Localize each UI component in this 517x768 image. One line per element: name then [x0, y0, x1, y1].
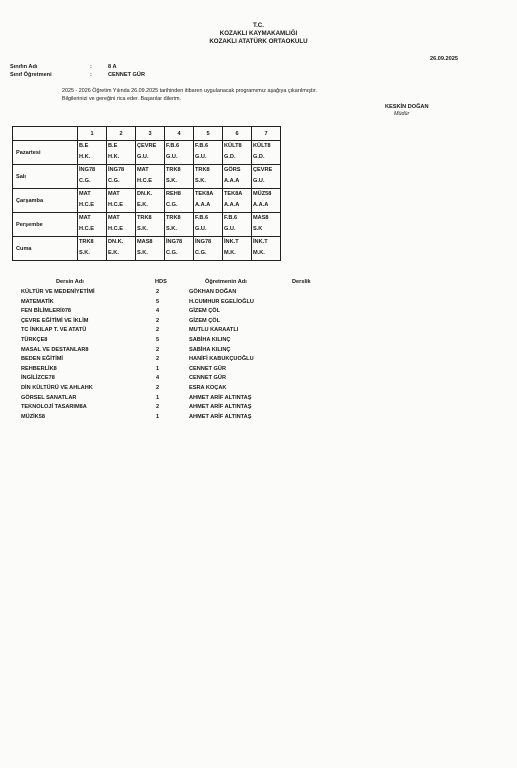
- teacher-initials: H.C.E: [79, 202, 94, 208]
- course-hds: 5: [156, 298, 160, 305]
- teacher-initials: G.D.: [253, 154, 265, 160]
- lesson-code: DN.K.: [137, 191, 153, 197]
- schedule-cell: [107, 141, 136, 165]
- class-value: 8 A: [108, 64, 117, 70]
- lesson-code: İNG78: [195, 239, 212, 245]
- weekly-schedule-table: [12, 126, 281, 261]
- class-label: Sınıfın Adı: [10, 64, 38, 70]
- lesson-code: MAT: [108, 215, 120, 221]
- course-name: ÇEVRE EĞİTİMİ VE İKLİM: [21, 317, 89, 324]
- course-teacher: GÖKHAN DOĞAN: [189, 289, 237, 295]
- teacher-value: CENNET GÜR: [108, 72, 145, 78]
- notice-line-1: 2025 - 2026 Öğretim Yılında 26.09.2025 tarihinden itibaren uygulanacak programımız aşağıya çıkarılmıştır.: [62, 88, 317, 94]
- schedule-cell: [252, 141, 281, 165]
- teacher-initials: G.U.: [166, 154, 178, 160]
- teacher-initials: A.A.A: [224, 178, 240, 184]
- course-name: MÜZİK58: [21, 413, 45, 420]
- teacher-initials: S.K.: [195, 178, 206, 184]
- schedule-cell: [223, 237, 252, 261]
- schedule-header-row: [13, 127, 281, 141]
- teacher-initials: G.U.: [253, 178, 265, 184]
- lesson-code: TRK8: [79, 239, 94, 245]
- course-teacher: HANİFİ KABUKÇUOĞLU: [189, 356, 254, 363]
- lesson-code: MAT: [137, 167, 149, 173]
- period-header: 7: [252, 127, 281, 141]
- course-name: MASAL VE DESTANLAR8: [21, 346, 89, 353]
- course-teacher: SABİHA KILINÇ: [189, 346, 231, 353]
- schedule-row: [13, 213, 281, 237]
- teacher-initials: C.G.: [79, 178, 91, 184]
- teacher-initials: H.C.E: [108, 202, 123, 208]
- document-date: 26.09.2025: [430, 56, 458, 62]
- teacher-initials: C.G.: [166, 250, 178, 256]
- schedule-cell: [194, 189, 223, 213]
- schedule-corner-cell: [13, 127, 78, 141]
- schedule-cell: [194, 237, 223, 261]
- lesson-code: TEK8A: [224, 191, 243, 197]
- schedule-cell: [107, 213, 136, 237]
- course-name: GÖRSEL SANATLAR: [21, 394, 77, 401]
- period-header: 2: [107, 127, 136, 141]
- schedule-cell: [252, 213, 281, 237]
- course-hds: 2: [156, 327, 160, 334]
- course-name: İNGİLİZCE78: [21, 375, 55, 382]
- teacher-initials: C.G.: [195, 250, 207, 256]
- schedule-cell: [252, 189, 281, 213]
- course-name-header: Dersin Adı: [56, 279, 84, 285]
- teacher-initials: G.D.: [224, 154, 236, 160]
- course-teacher-header: Öğretmenin Adı: [205, 279, 247, 285]
- schedule-cell: [252, 165, 281, 189]
- course-hds: 2: [156, 356, 160, 363]
- lesson-code: B.E: [108, 143, 118, 149]
- lesson-code: İNG78: [108, 167, 125, 173]
- lesson-code: MAT: [108, 191, 120, 197]
- notice-line-2: Bilgilerinizi ve gereğini rica eder. Başarılar dilerim.: [62, 96, 181, 102]
- period-header: 3: [136, 127, 165, 141]
- schedule-cell: [78, 237, 107, 261]
- schedule-cell: [107, 165, 136, 189]
- teacher-initials: G.U.: [224, 226, 236, 232]
- teacher-initials: H.C.E: [79, 226, 94, 232]
- teacher-initials: E.K.: [137, 202, 148, 208]
- lesson-code: MÜZ58: [253, 191, 272, 197]
- schedule-cell: [78, 213, 107, 237]
- teacher-initials: H.K.: [108, 154, 120, 160]
- teacher-initials: C.G.: [108, 178, 120, 184]
- course-name: TC İNKILAP T. VE ATATÜ: [21, 327, 87, 334]
- teacher-initials: C.G.: [166, 202, 178, 208]
- course-teacher: AHMET ARİF ALTINTAŞ: [189, 404, 252, 411]
- lesson-code: TRK8: [166, 167, 181, 173]
- schedule-row: [13, 189, 281, 213]
- course-name: REHBERLİK8: [21, 365, 57, 372]
- lesson-code: F.B.6: [195, 143, 209, 149]
- schedule-cell: [136, 141, 165, 165]
- schedule-cell: [165, 213, 194, 237]
- header-tc: T.C.: [253, 22, 264, 29]
- lesson-code: İNK.T: [224, 239, 239, 245]
- header-school: KOZAKLI ATATÜRK ORTAOKULU: [209, 38, 308, 45]
- schedule-cell: [194, 213, 223, 237]
- course-hds: 1: [156, 394, 160, 401]
- schedule-cell: [78, 141, 107, 165]
- schedule-cell: [136, 237, 165, 261]
- lesson-code: MAS8: [253, 215, 269, 221]
- schedule-cell: [107, 189, 136, 213]
- course-room-header: Derslik: [292, 279, 311, 285]
- teacher-initials: S.K.: [79, 250, 90, 256]
- schedule-cell: [78, 165, 107, 189]
- day-name: Salı: [13, 165, 78, 189]
- schedule-cell: [223, 165, 252, 189]
- schedule-cell: [194, 141, 223, 165]
- lesson-code: ÇEVRE: [253, 167, 273, 173]
- lesson-code: TRK8: [195, 167, 210, 173]
- course-teacher: ESRA KOÇAK: [189, 385, 227, 391]
- teacher-initials: G.U.: [195, 226, 207, 232]
- teacher-initials: M.K.: [224, 250, 236, 256]
- course-teacher: GİZEM ÇÖL: [189, 317, 221, 324]
- lesson-code: İNK.T: [253, 239, 268, 245]
- schedule-cell: [165, 237, 194, 261]
- course-teacher: AHMET ARİF ALTINTAŞ: [189, 394, 252, 401]
- course-name: MATEMATİK: [21, 298, 54, 305]
- teacher-initials: S.K.: [137, 250, 148, 256]
- day-name: Pazartesi: [13, 141, 78, 165]
- schedule-cell: [165, 141, 194, 165]
- course-hds: 5: [156, 337, 160, 343]
- schedule-cell: [78, 189, 107, 213]
- teacher-initials: G.U.: [137, 154, 149, 160]
- course-hds: 2: [156, 346, 160, 353]
- teacher-initials: S.K.: [166, 178, 177, 184]
- schedule-cell: [136, 189, 165, 213]
- lesson-code: MAS8: [137, 239, 153, 245]
- lesson-code: KÜLT8: [253, 143, 271, 149]
- schedule-cell: [107, 237, 136, 261]
- course-name: KÜLTÜR VE MEDENİYETİMİ: [21, 289, 95, 295]
- schedule-cell: [136, 165, 165, 189]
- course-hds: 2: [156, 317, 160, 324]
- lesson-code: İNG78: [79, 167, 96, 173]
- period-header: 1: [78, 127, 107, 141]
- lesson-code: KÜLT8: [224, 143, 242, 149]
- lesson-code: F.B.6: [166, 143, 180, 149]
- course-hds: 4: [156, 308, 160, 315]
- course-teacher: MUTLU KARAATLI: [189, 327, 239, 334]
- course-name: TÜRKÇE8: [21, 337, 48, 343]
- teacher-initials: H.C.E: [108, 226, 123, 232]
- schedule-body: [13, 141, 281, 261]
- period-header: 4: [165, 127, 194, 141]
- schedule-cell: [223, 141, 252, 165]
- lesson-code: GÖRS: [224, 167, 241, 173]
- course-name: FEN BİLİMLERİ078: [21, 308, 72, 315]
- course-teacher: H.CUMHUR EGELİOĞLU: [189, 298, 254, 305]
- teacher-initials: H.C.E: [137, 178, 152, 184]
- course-teacher: SABİHA KILINÇ: [189, 337, 231, 343]
- course-teacher: AHMET ARİF ALTINTAŞ: [189, 413, 252, 420]
- lesson-code: F.B.6: [195, 215, 209, 221]
- day-name: Perşembe: [13, 213, 78, 237]
- schedule-cell: [165, 165, 194, 189]
- course-hds-header: HDS: [155, 279, 167, 285]
- schedule-cell: [223, 213, 252, 237]
- teacher-initials: A.A.A: [224, 202, 240, 208]
- teacher-initials: A.A.A: [195, 202, 211, 208]
- teacher-initials: E.K.: [108, 250, 119, 256]
- course-name: TEKNOLOJİ TASARIM8A: [21, 404, 87, 411]
- lesson-code: TEK8A: [195, 191, 214, 197]
- teacher-initials: M.K.: [253, 250, 265, 256]
- lesson-code: TRK8: [137, 215, 152, 221]
- schedule-row: [13, 141, 281, 165]
- teacher-initials: H.K.: [79, 154, 91, 160]
- schedule-cell: [252, 237, 281, 261]
- teacher-label: Sınıf Öğretmeni: [10, 72, 52, 78]
- period-header: 6: [223, 127, 252, 141]
- lesson-code: REH8: [166, 191, 181, 197]
- lesson-code: B.E: [79, 143, 89, 149]
- course-hds: 1: [156, 413, 160, 420]
- lesson-code: DN.K.: [108, 239, 124, 245]
- course-teacher: GİZEM ÇÖL: [189, 308, 221, 315]
- signature-name: KESKİN DOĞAN: [385, 104, 429, 110]
- course-teacher: CENNET GÜR: [189, 365, 226, 372]
- schedule-cell: [136, 213, 165, 237]
- teacher-initials: S.K.: [166, 226, 177, 232]
- lesson-code: MAT: [79, 215, 91, 221]
- lesson-code: MAT: [79, 191, 91, 197]
- class-sep: :: [90, 64, 92, 70]
- lesson-code: ÇEVRE: [137, 143, 157, 149]
- course-hds: 4: [156, 375, 160, 382]
- teacher-initials: S.K.: [137, 226, 148, 232]
- teacher-initials: A.A.A: [253, 202, 269, 208]
- schedule-cell: [223, 189, 252, 213]
- course-hds: 2: [156, 404, 160, 411]
- schedule-row: [13, 237, 281, 261]
- period-header: 5: [194, 127, 223, 141]
- lesson-code: TRK8: [166, 215, 181, 221]
- teacher-initials: S.K: [253, 226, 263, 232]
- course-hds: 2: [156, 385, 160, 391]
- lesson-code: F.B.6: [224, 215, 238, 221]
- lesson-code: İNG78: [166, 239, 183, 245]
- schedule-cell: [165, 189, 194, 213]
- schedule-row: [13, 165, 281, 189]
- teacher-initials: G.U.: [195, 154, 207, 160]
- day-name: Cuma: [13, 237, 78, 261]
- header-institution: KOZAKLI KAYMAKAMLIĞI: [219, 30, 298, 37]
- schedule-cell: [194, 165, 223, 189]
- course-hds: 1: [156, 365, 160, 372]
- signature-title: Müdür: [394, 111, 410, 117]
- course-teacher: CENNET GÜR: [189, 375, 226, 382]
- course-hds: 2: [156, 289, 160, 295]
- course-name: BEDEN EĞİTİMİ: [21, 356, 63, 363]
- course-name: DİN KÜLTÜRÜ VE AHLAHK: [21, 385, 93, 391]
- day-name: Çarşamba: [13, 189, 78, 213]
- teacher-sep: :: [90, 72, 92, 78]
